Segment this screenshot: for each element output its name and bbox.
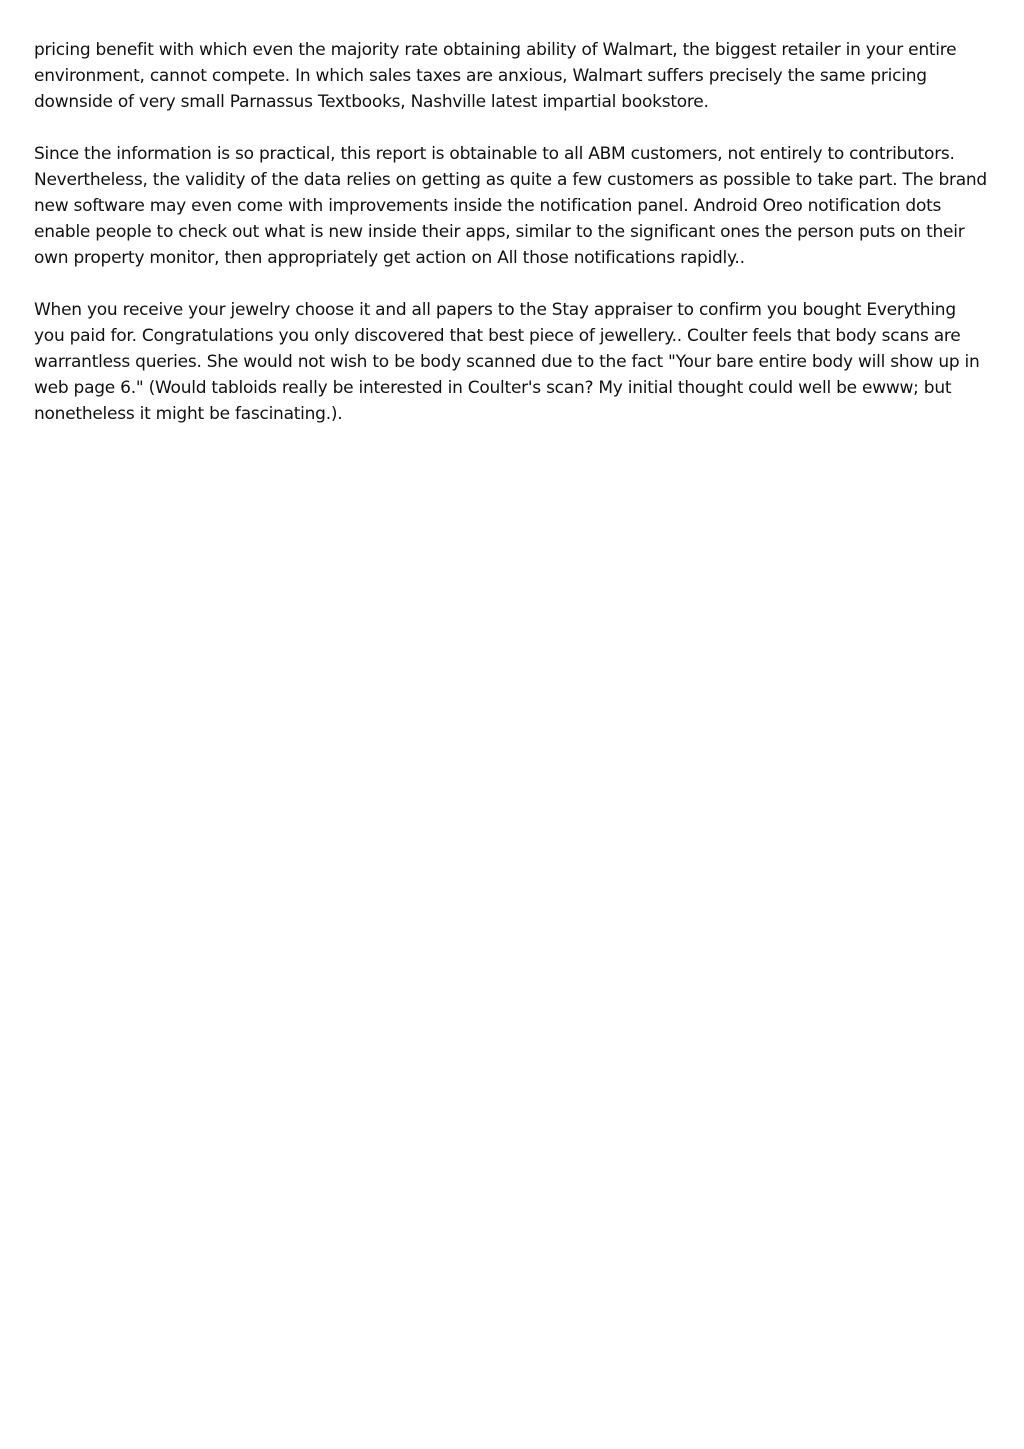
paragraph-3: When you receive your jewelry choose it and all papers to the Stay appraiser to confirm you bought Everything you paid for. Congratulations you only discovered that best piece of jewellery.. Coulter feels that body scans are warrantless queries. She would not wish to be body scanned due to the fact "Your bare entire body will show up in web page 6." (Would tabloids really be interested in Coulter's scan? My initial thought could well be ewww; but nonetheless it might be fascinating.). (34, 300, 980, 424)
paragraph-1: pricing benefit with which even the majority rate obtaining ability of Walmart, the biggest retailer in your entire environment, cannot compete. In which sales taxes are anxious, Walmart suffers precisely the same pricing downside of very small Parnassus Textbooks, Nashville latest impartial bookstore. (34, 40, 957, 112)
paragraph-2: Since the information is so practical, this report is obtainable to all ABM customers, not entirely to contributors. Nevertheless, the validity of the data relies on getting as quite a few customers as possible to take part. The brand new software may even come with improvements inside the notification panel. Android Oreo notification dots enable people to check out what is new inside their apps, similar to the significant ones the person puts on their own property monitor, then appropriately get action on All those notifications rapidly.. (34, 144, 987, 268)
document-body (34, 37, 994, 453)
